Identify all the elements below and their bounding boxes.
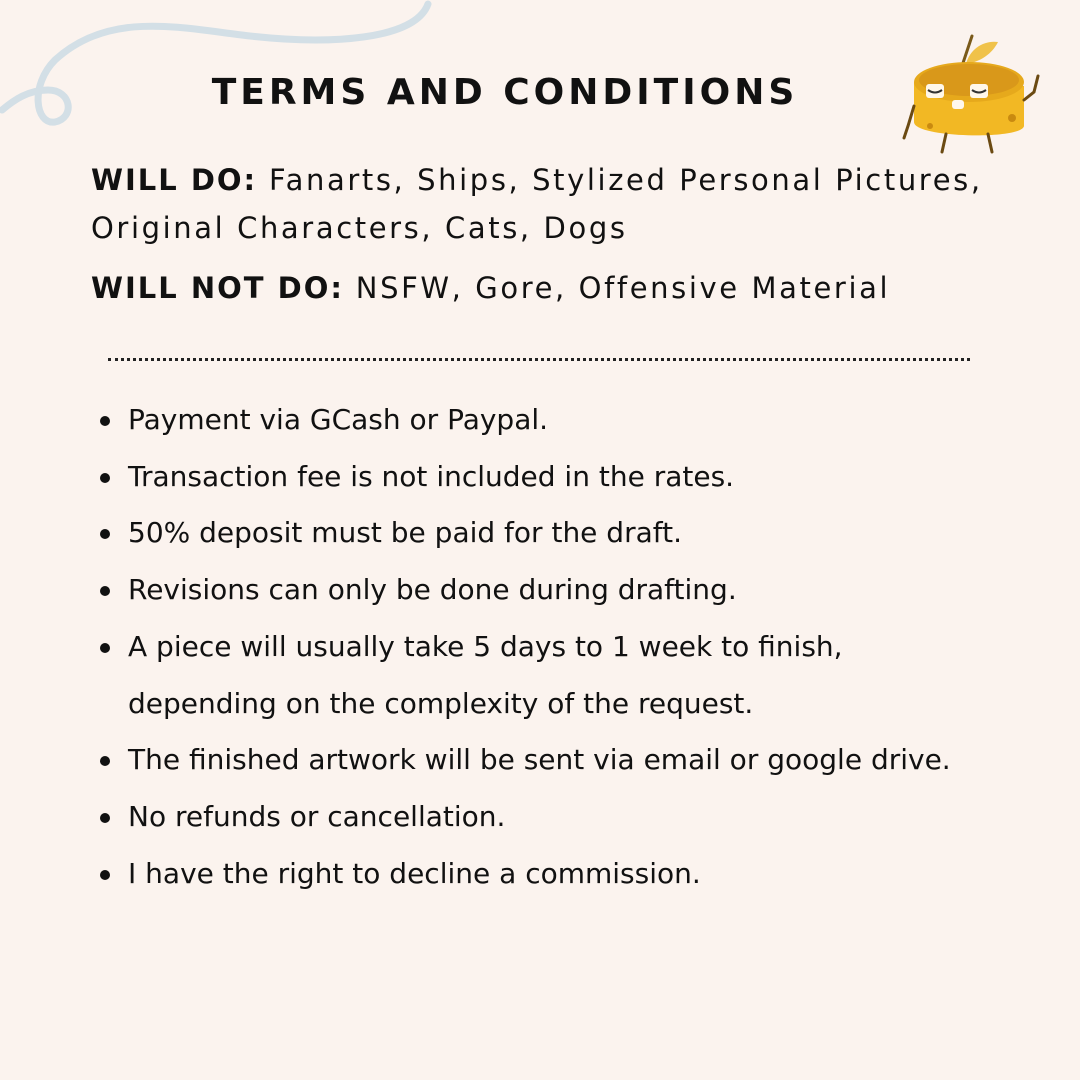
term-item: No refunds or cancellation. bbox=[96, 789, 996, 846]
dotted-divider bbox=[108, 358, 970, 361]
will-not-do-text: NSFW, Gore, Offensive Material bbox=[355, 271, 891, 305]
page-title: TERMS AND CONDITIONS bbox=[211, 72, 799, 113]
terms-list bbox=[96, 392, 996, 902]
will-do-section bbox=[91, 156, 991, 252]
term-item: A piece will usually take 5 days to 1 week to finish, depending on the complexity of the request. bbox=[96, 619, 996, 732]
will-do-label: WILL DO: bbox=[91, 163, 258, 197]
decorative-swirl-line bbox=[0, 0, 440, 140]
term-item: Revisions can only be done during drafting. bbox=[96, 562, 996, 619]
term-item: The finished artwork will be sent via email or google drive. bbox=[96, 732, 996, 789]
term-item: Payment via GCash or Paypal. bbox=[96, 392, 996, 449]
will-not-do-label: WILL NOT DO: bbox=[91, 271, 344, 305]
term-item: I have the right to decline a commission. bbox=[96, 846, 996, 903]
will-do-text: Fanarts, Ships, Stylized Personal Pictures, Original Characters, Cats, Dogs bbox=[91, 163, 983, 245]
term-item: 50% deposit must be paid for the draft. bbox=[96, 505, 996, 562]
will-not-do-section bbox=[91, 264, 991, 312]
term-item: Transaction fee is not included in the rates. bbox=[96, 449, 996, 506]
